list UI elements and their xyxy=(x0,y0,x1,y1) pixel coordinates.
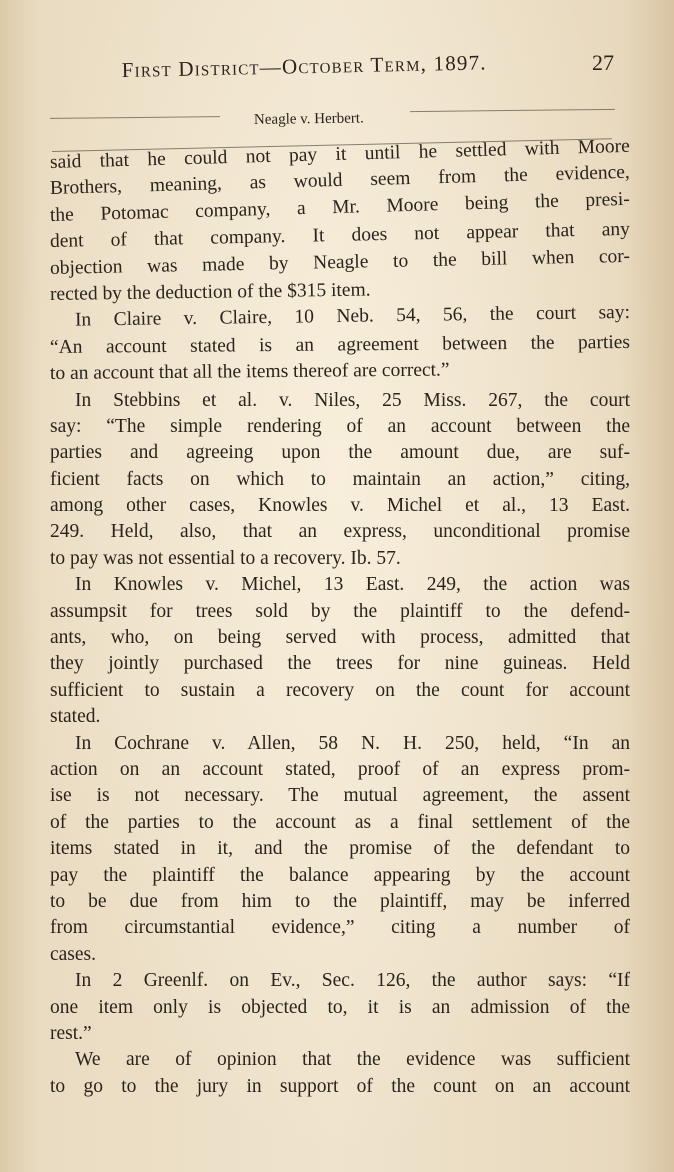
text-line: We are of opinion that the evidence was sufficient xyxy=(75,1049,630,1071)
text-line: said that he could not pay it until he settled with Moore xyxy=(49,135,631,173)
text-line: of the parties to the account as a final settlement of the xyxy=(50,811,630,833)
text-line: sufficient to sustain a recovery on the count for account xyxy=(50,679,630,701)
text-line: one item only is objected to, it is an admission of the xyxy=(50,996,630,1018)
text-line: stated. xyxy=(50,706,101,728)
text-line: rected by the deduction of the $315 item. xyxy=(49,279,371,305)
header-rule xyxy=(50,116,220,119)
text-line: In Stebbins et al. v. Niles, 25 Miss. 267, the court xyxy=(75,389,630,411)
text-line: from circumstantial evidence,” citing a number of xyxy=(50,917,630,939)
text-line: objection was made by Neagle to the bill when cor- xyxy=(49,245,631,279)
text-line: In 2 Greenlf. on Ev., Sec. 126, the author says: “If xyxy=(75,970,630,992)
header-rule-right xyxy=(410,109,615,112)
text-line: pay the plaintiff the balance appearing by the account xyxy=(50,864,630,886)
running-title: First District—October Term, 1897. xyxy=(121,50,487,83)
text-line: rest.” xyxy=(50,1022,92,1044)
text-line: “An account stated is an agreement between the parties xyxy=(49,331,631,358)
text-line: In Claire v. Claire, 10 Neb. 54, 56, the court say: xyxy=(74,302,631,331)
text-line: Brothers, meaning, as would seem from the evidence, xyxy=(49,162,631,200)
text-line: ants, who, on being served with process, admitted that xyxy=(50,627,630,649)
text-line: ficient facts on which to maintain an action,” citing, xyxy=(50,468,630,490)
text-line: parties and agreeing upon the amount due, are suf- xyxy=(50,442,630,464)
text-line: to pay was not essential to a recovery. Ib. 57. xyxy=(50,547,401,569)
text-line: dent of that company. It does not appear that any xyxy=(49,219,631,253)
body-text xyxy=(49,135,631,1100)
text-line: the Potomac company, a Mr. Moore being the presi- xyxy=(49,188,631,226)
text-line: to go to the jury in support of the count on an account xyxy=(50,1075,630,1097)
text-line: 249. Held, also, that an express, unconditional promise xyxy=(50,521,630,543)
text-line: say: “The simple rendering of an account between the xyxy=(50,415,630,437)
text-line: action on an account stated, proof of an express prom- xyxy=(50,758,630,780)
case-caption: Neagle v. Herbert. xyxy=(253,110,364,128)
text-line: In Knowles v. Michel, 13 East. 249, the action was xyxy=(75,574,630,596)
text-line: items stated in it, and the promise of the defendant to xyxy=(50,838,630,860)
text-line: they jointly purchased the trees for nine guineas. Held xyxy=(50,653,630,675)
text-line: among other cases, Knowles v. Michel et al., 13 East. xyxy=(50,495,630,517)
running-head xyxy=(0,50,674,82)
text-line: In Cochrane v. Allen, 58 N. H. 250, held, “In an xyxy=(75,732,630,754)
page-number: 27 xyxy=(592,50,614,75)
text-line: assumpsit for trees sold by the plaintiff to the defend- xyxy=(50,600,630,622)
text-line: to an account that all the items thereof are correct.” xyxy=(49,359,450,385)
text-line: ise is not necessary. The mutual agreement, the assent xyxy=(50,785,630,807)
text-line: to be due from him to the plaintiff, may be inferred xyxy=(50,890,630,912)
text-line: cases. xyxy=(50,943,97,965)
